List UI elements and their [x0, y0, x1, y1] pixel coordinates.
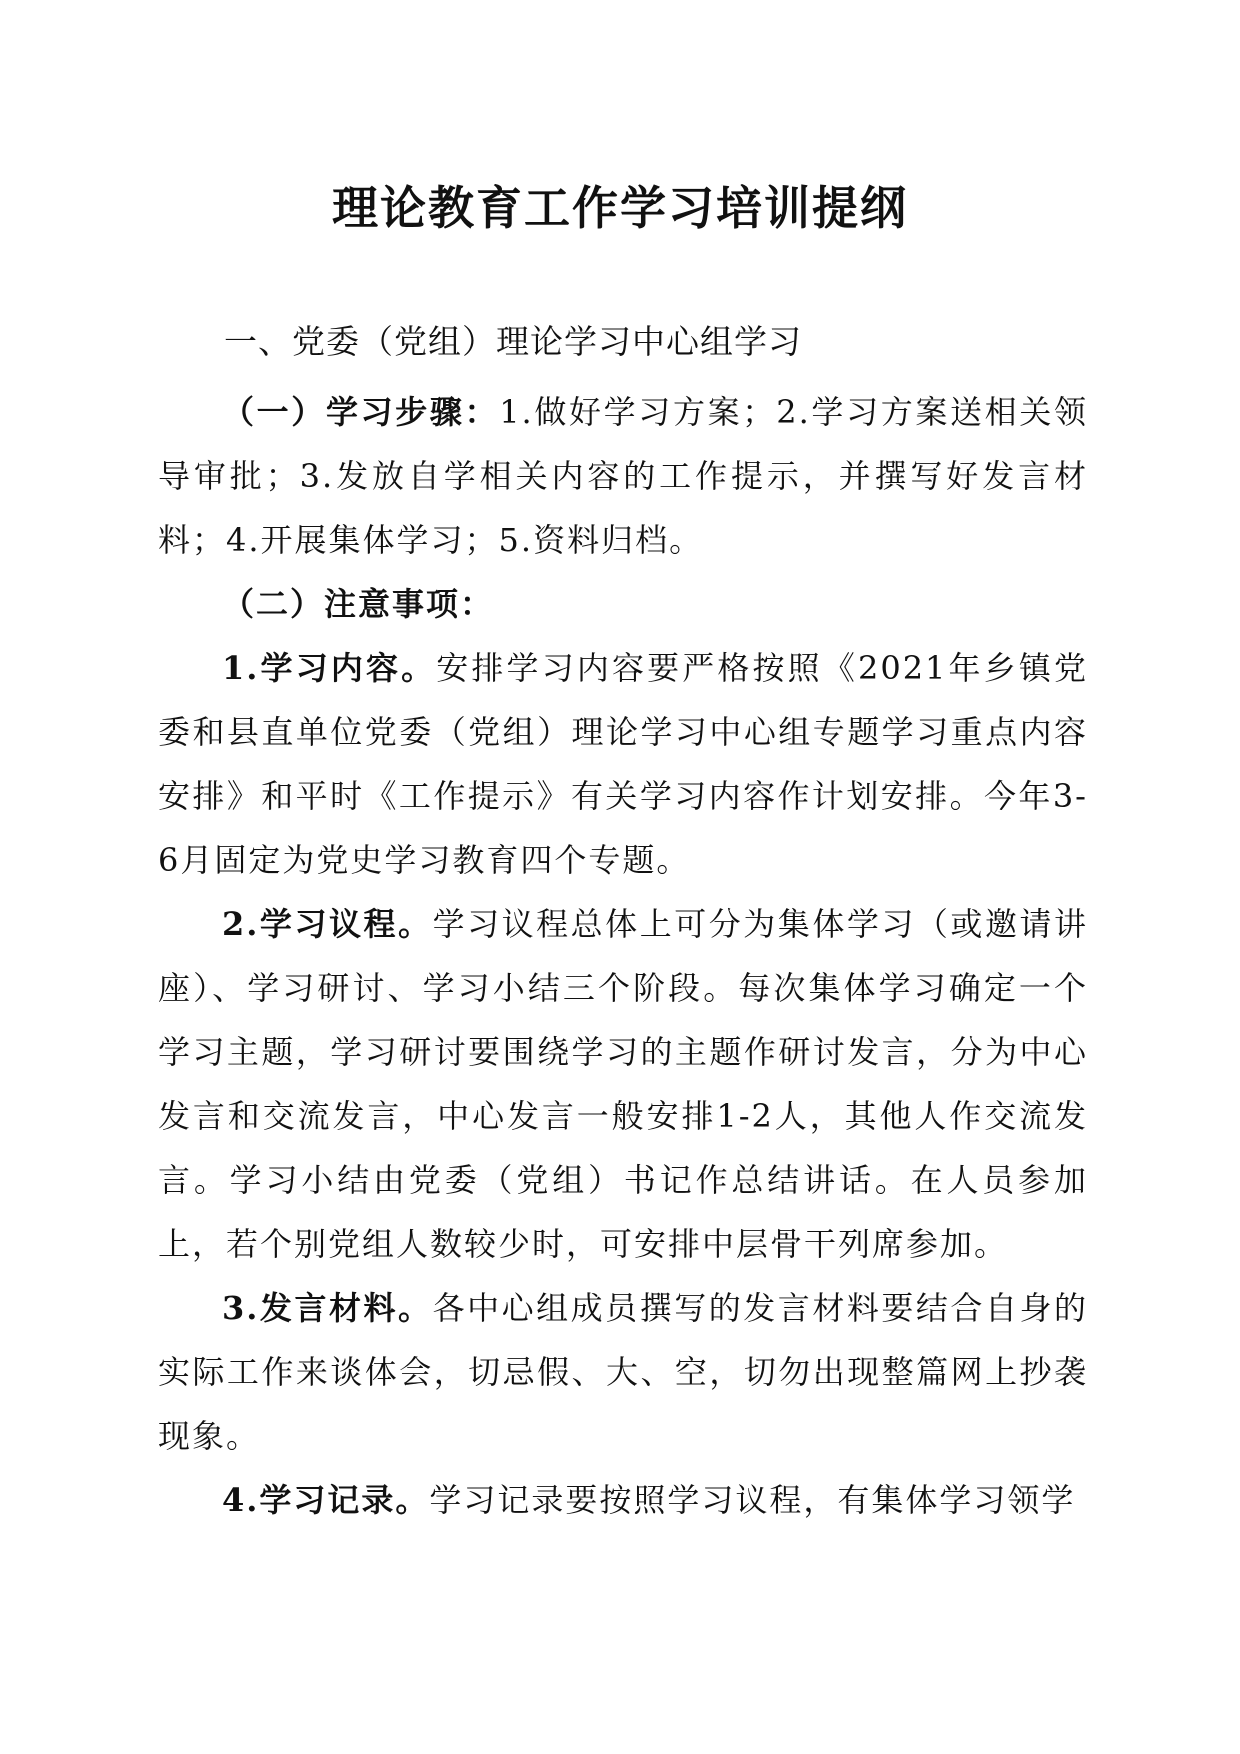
item-study-content-label: 1.学习内容。	[222, 649, 437, 687]
study-steps-paragraph	[158, 380, 1088, 572]
item-speech-materials-label: 3.发言材料。	[222, 1289, 433, 1327]
item-study-records	[158, 1468, 1088, 1532]
item-speech-materials	[158, 1276, 1088, 1468]
notes-heading: （二）注意事项：	[222, 585, 495, 623]
study-steps-label: （一）学习步骤：	[222, 393, 500, 431]
item-study-agenda-label: 2.学习议程。	[222, 905, 433, 943]
document-body	[158, 310, 1088, 1532]
item-study-content-text: 安排学习内容要严格按照《2021年乡镇党委和县直单位党委（党组）理论学习中心组专题学习重点内容安排》和平时《工作提示》有关学习内容作计划安排。今年3-6月固定为党史学习教育四个专题。	[158, 649, 1088, 879]
item-study-records-label: 4.学习记录。	[222, 1481, 430, 1519]
item-speech-materials-text: 各中心组成员撰写的发言材料要结合自身的实际工作来谈体会，切忌假、大、空，切勿出现整篇网上抄袭现象。	[158, 1289, 1088, 1455]
study-steps-text: 1.做好学习方案；2.学习方案送相关领导审批；3.发放自学相关内容的工作提示，并撰写好发言材料；4.开展集体学习；5.资料归档。	[158, 393, 1088, 559]
item-study-records-text: 学习记录要按照学习议程，有集体学习领学	[429, 1481, 1076, 1519]
section-heading-1: 一、党委（党组）理论学习中心组学习	[224, 322, 802, 361]
item-study-agenda	[158, 892, 1088, 1276]
document-title: 理论教育工作学习培训提纲	[332, 181, 908, 235]
item-study-content	[158, 636, 1088, 892]
item-study-agenda-text: 学习议程总体上可分为集体学习（或邀请讲座）、学习研讨、学习小结三个阶段。每次集体学习确定一个学习主题，学习研讨要围绕学习的主题作研讨发言，分为中心发言和交流发言，中心发言一般安排1-2人，其他人作交流发言。学习小结由党委（党组）书记作总结讲话。在人员参加上，若个别党组人数较少时，可安排中层骨干列席参加。	[158, 905, 1088, 1263]
